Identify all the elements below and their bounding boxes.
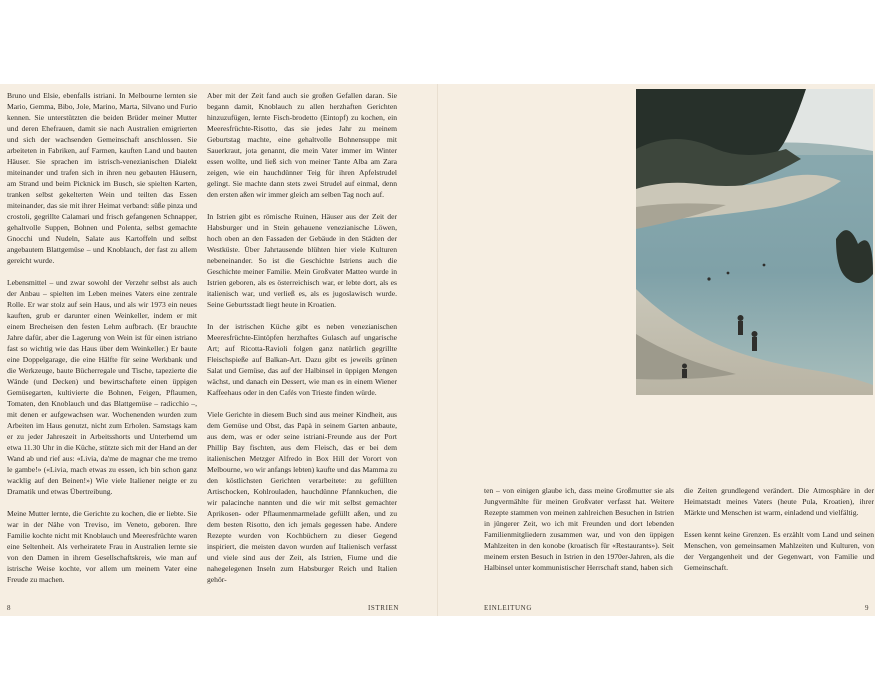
paragraph: Essen kennt keine Grenzen. Es erzählt vom Land und seinen Menschen, von gemeinsamen Mahlzeiten und Kulturen, von der Vergangenheit und der Gegenwart, von Familie und Gemeinschaft. (684, 530, 874, 572)
paragraph: die Zeiten grundlegend verändert. Die Atmosphäre in der Heimatstadt meines Vaters (heute Pula, Kroatien), ihrer Märkte und Menschen ist warm, einladend und vielfältig. (684, 486, 874, 517)
left-page-column-2 (207, 90, 397, 585)
left-running-head: ISTRIEN (368, 604, 400, 612)
right-page-number: 9 (865, 604, 870, 612)
right-page-column-2 (684, 485, 874, 573)
right-running-head: EINLEITUNG (484, 604, 532, 612)
paragraph: Bruno und Elsie, ebenfalls istriani. In Melbourne lernten sie Mario, Gemma, Bibo, Jole, Marino, Marta, Silvano und Furio kennen. Sie unterstützten die beiden Brüder meiner Mutter und deren Ehefrauen, damit sie nach Australien emigrierten und sich der wachsenden Gemeinschaft anschlossen. Sie arbeiteten in Fabriken, auf Farmen, kauften Land und bauten Häuser. Sie sprachen im istrisch-venezianischen Dialekt miteinander und trafen sich in ihren neu gebauten Häusern, am Strand und beim Picknick im Busch, sie spielten Karten, tranken selbst gekelterten Wein und teilten das Essen miteinander, das sie mit ihrer Heimat verband: süße pinza und crostoli, gegrillte Calamari und frisch gefangenen Schnapper, gehaltvolle Suppen, Bohnen und Polenta, selbst gemachte Gnocchi und Nudeln, Salate aus Kartoffeln und selbst angebautem Blattgemüse – und Knoblauch, der fast zu allem gereicht wurde. (7, 91, 197, 265)
paragraph: Meine Mutter lernte, die Gerichte zu kochen, die er liebte. Sie war in der Nähe von Treviso, im Veneto, geboren. Ihre Familie kochte nicht mit Knoblauch und Meeresfrüchte waren eine Seltenheit. Als verheiratete Frau in Australien lernte sie von den Damen in ihrem Gesellschaftskreis, wie man auf istrische Weise kochte, vor allem um meinem Vater eine Freude zu machen. (7, 509, 197, 584)
coastline-photo (636, 89, 873, 395)
book-gutter (437, 84, 438, 616)
paragraph: In der istrischen Küche gibt es neben venezianischen Meeresfrüchte-Eintöpfen herzhaftes Gulasch auf ungarische Art; auf Ricotta-Ravioli folgen ganz natürlich gegrillte Fleischspieße auf Balkan-Art. Dazu gibt es jeweils grünen Salat und Gemüse, das auf der Halbinsel in üppigen Mengen wächst, und danach ein Dessert, wie man es in einem Wiener Kaffeehaus oder in den Cafés von Trieste finden würde. (207, 322, 397, 397)
left-page-column-1 (7, 90, 197, 585)
paragraph: Aber mit der Zeit fand auch sie großen Gefallen daran. Sie begann damit, Knoblauch zu allen herzhaften Gerichten hinzuzufügen, lernte Fisch-brodetto (Eintopf) zu kochen, ein Meeresfrüchte-Risotto, das sie jedes Jahr zu meinem Geburtstag machte, eine gehaltvolle Bohnensuppe mit Sauerkraut, jota genannt, die mein Vater immer im Winter essen wollte, und ließ sich von meiner Tante Alba am Zara zeigen, wie ein hauchdünner Teig für ihren Apfelstrudel gelingt. Sie machte dann stets zwei Strudel auf einmal, denn den ersten aßen wir immer gleich am selben Tag noch auf. (207, 91, 397, 199)
left-page-number: 8 (7, 604, 12, 612)
paragraph: Viele Gerichte in diesem Buch sind aus meiner Kindheit, aus dem Gemüse und Obst, das Papà in seinem Garten anbaute, aus dem, was er oder seine istriani-Freunde aus der Port Phillip Bay fischten, aus dem Fleisch, das er bei dem italienischen Metzger Alfredo in Box Hill der Vorort von Melbourne, wo wir anfangs lebten) kaufte und das Mamma zu den köstlichsten Gerichten verarbeitete: zu gefüllten Artischocken, Kohlrouladen, hauchdünne Pfannkuchen, die wir palacinche nannten und die wir mit selbst gemachter Aprikosen- oder Pflaumenmarmelade gefüllt aßen, und zu dem besten Risotto, den ich jemals gegessen habe. Andere Rezepte wurden von Kochbüchern zu dieser Gegend inspiriert, die meisten davon wurden auf Italienisch verfasst und viele sind aus der Zeit, als Istrien, Fiume und die nahegelegenen Inseln zum Habsburger Reich und Italien gehör- (207, 410, 397, 584)
paragraph: ten – von einigen glaube ich, dass meine Großmutter sie als Jungvermählte für meinen Großvater verfasst hat. Weitere Rezepte stammen von meinen zahlreichen Besuchen in Istrien in jüngerer Zeit, wo ich mit Freunden und dort lebenden Familienmitgliedern zusammen war, und von den üppigen Mahlzeiten in den konobe (kroatisch für «Restaurants»). Seit meinem ersten Besuch in Istrien in den 1970er-Jahren, als die Halbinsel unter kommunistischer Herrschaft stand, haben sich (484, 486, 674, 572)
paragraph: In Istrien gibt es römische Ruinen, Häuser aus der Zeit der Habsburger und in Stein gehauene venezianische Löwen, hoch oben an den Fassaden der Gebäude in den Städten der Westküste. Über Jahrtausende blühten hier viele Kulturen nebeneinander. So ist die Geschichte Istriens auch die Geschichte meiner Familie. Mein Großvater Matteo wurde in Istrien geboren, als es österreichisch war, er lebte dort, als es italienisch war, und verließ es, als es jugoslawisch wurde. Seine Geburtsstadt liegt heute in Kroatien. (207, 212, 397, 309)
paragraph: Lebensmittel – und zwar sowohl der Verzehr selbst als auch der Anbau – spielten im Leben meines Vaters eine zentrale Rolle. Er war stolz auf sein Haus, und als wir 1973 ein neues kauften, grub er darunter einen Weinkeller, indem er mit einem Brecheisen den festen Lehm aufbrach. (Er brauchte Jahre dafür, aber die Lagerung von Wein ist für einen istriano fast so wichtig wie das Haus über dem Weinkeller.) Er baute eine Doppelgarage, die eine Hälfte für seine Werkbank und die Werkzeuge, baute Bücherregale und Tische, tapezierte die Wände (und Decken) und bewirtschaftete einen üppigen Gemüsegarten, kultivierte die Bohnen, Feigen, Pflaumen, Tomaten, den Knoblauch und das Blattgemüse – radicchio –, mit denen er aufgewachsen war. Wochenenden wurden zum Arbeiten im Haus genutzt, nicht zum Erholen. Samstags kam er zu jeder Jahreszeit in Arbeitsshorts und Unterhemd um etwa 11.30 Uhr in die Küche, stützte sich mit der Hand an der Wand ab und rief aus: «Livia, da'me de magnar che me tremo le gambe!» («Livia, mach etwas zu essen, ich bin schon ganz wacklig auf den Beinen!») Wie viele Italiener neigte er zu Dramatik und etwas Übertreibung. (7, 278, 197, 496)
right-page-column-1 (484, 485, 674, 573)
